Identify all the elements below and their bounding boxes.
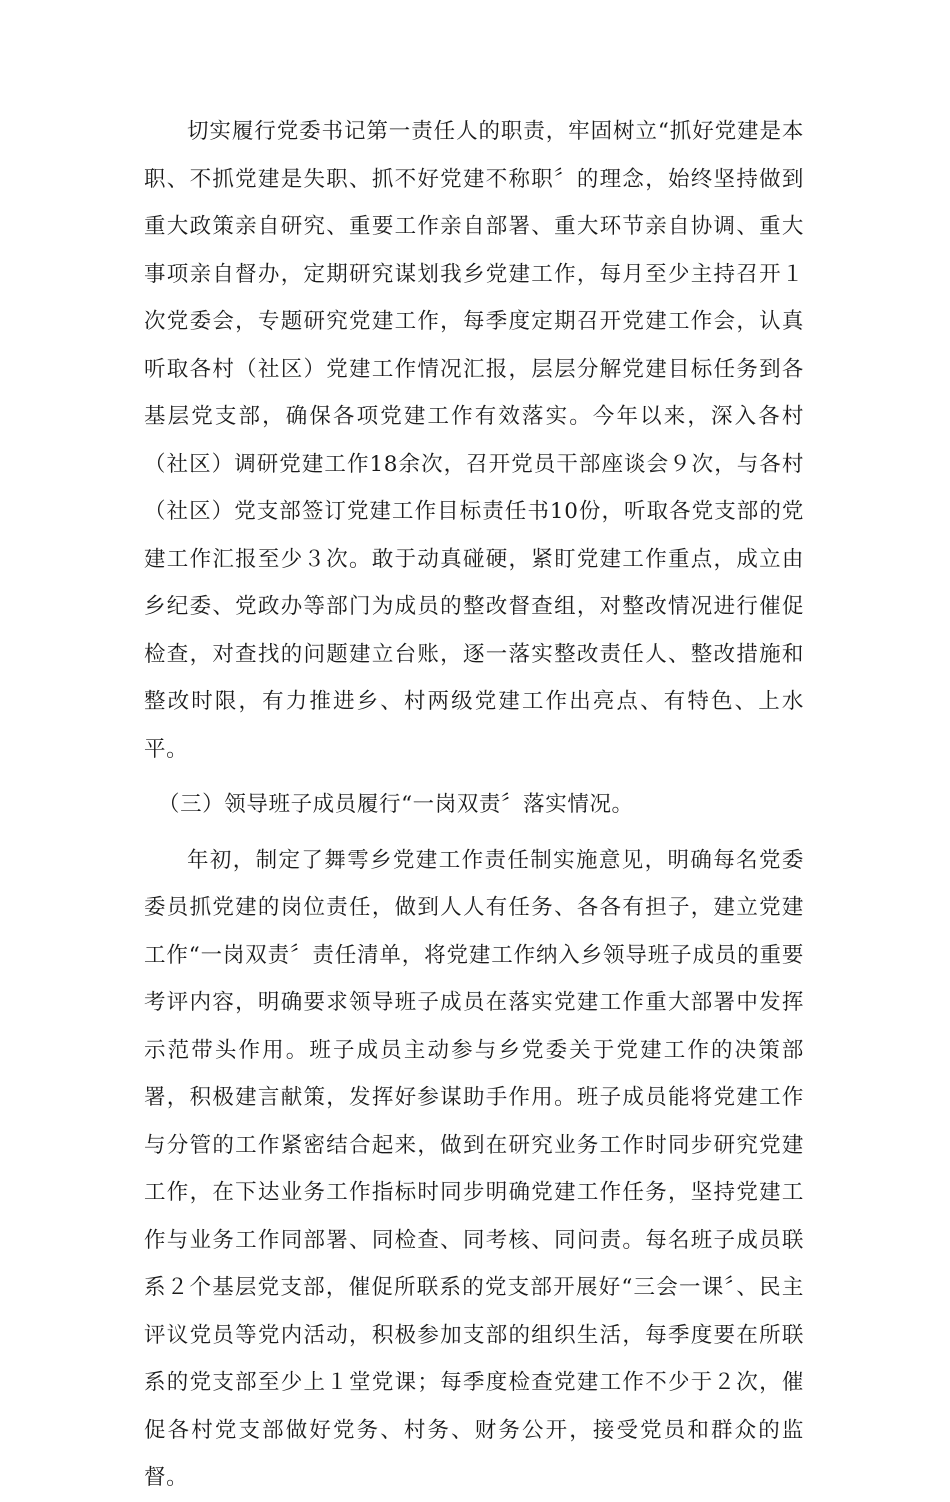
paragraph-leadership-team-duties: 年初，制定了舞雩乡党建工作责任制实施意见，明确每名党委委员抓党建的岗位责任，做到人人有任务、各各有担子，建立党建工作“一岗双责〞责任清单，将党建工作纳入乡领导班子成员的重要考评内容，明确要求领导班子成员在落实党建工作重大部署中发挥示范带头作用。班子成员主动参与乡党委关于党建工作的决策部署，积极建言献策，发挥好参谋助手作用。班子成员能将党建工作与分管的工作紧密结合起来，做到在研究业务工作时同步研究党建工作，在下达业务工作指标时同步明确党建工作任务，坚持党建工作与业务工作同部署、同检查、同考核、同问责。每名班子成员联系２个基层党支部，催促所联系的党支部开展好“三会一课〞、民主评议党员等党内活动，积极参加支部的组织生活，每季度要在所联系的党支部至少上１堂党课；每季度检查党建工作不少于２次，催促各村党支部做好党务、村务、财务公开，接受党员和群众的监督。 [144, 847, 804, 1490]
paragraph-gap [144, 773, 804, 781]
document-body [144, 108, 804, 1502]
section-heading-leadership-responsibility: （三）领导班子成员履行“一岗双责〞落实情况。 [157, 792, 634, 817]
paragraph-gap [144, 829, 804, 837]
paragraph-party-secretary-duties: 切实履行党委书记第一责任人的职责，牢固树立“抓好党建是本职、不抓党建是失职、抓不好党建不称职〞的理念，始终坚持做到重大政策亲自研究、重要工作亲自部署、重大环节亲自协调、重大事项亲自督办，定期研究谋划我乡党建工作，每月至少主持召开１次党委会，专题研究党建工作，每季度定期召开党建工作会，认真听取各村（社区）党建工作情况汇报，层层分解党建目标任务到各基层党支部，确保各项党建工作有效落实。今年以来，深入各村（社区）调研党建工作18余次，召开党员干部座谈会９次，与各村（社区）党支部签订党建工作目标责任书10份，听取各党支部的党建工作汇报至少３次。敢于动真碰硬，紧盯党建工作重点，成立由乡纪委、党政办等部门为成员的整改督查组，对整改情况进行催促检查，对查找的问题建立台账，逐一落实整改责任人、整改措施和整改时限，有力推进乡、村两级党建工作出亮点、有特色、上水平。 [144, 119, 804, 762]
